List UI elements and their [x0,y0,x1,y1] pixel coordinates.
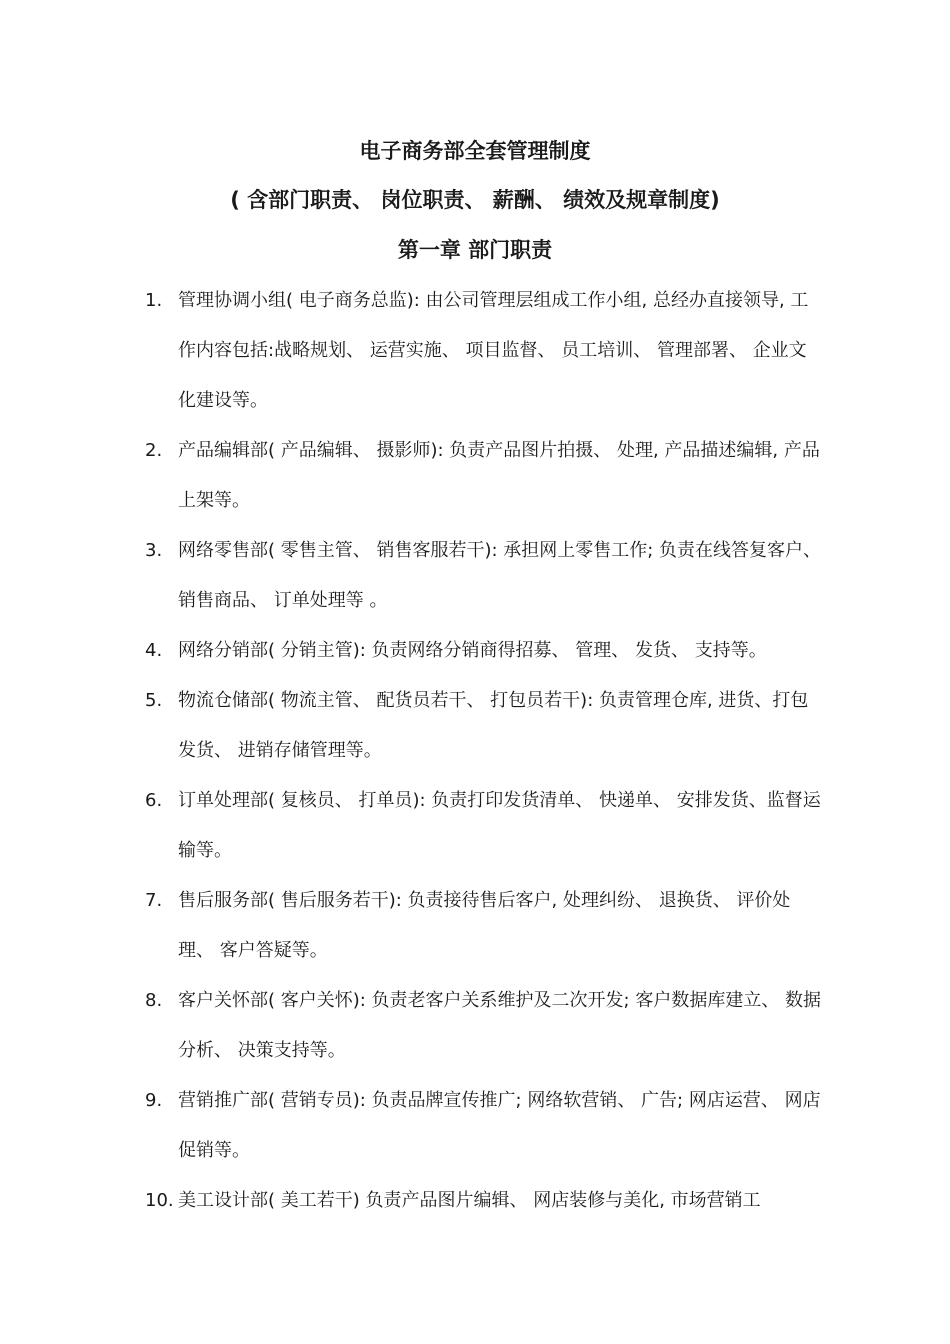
list-item [0,626,950,676]
list-item-number: 7. [145,890,163,911]
list-item-text: 美工设计部( 美工若干) 负责产品图片编辑、 网店装修与美化, 市场营销工 [178,1190,761,1211]
list-item-text: 网络零售部( 零售主管、 销售客服若干): 承担网上零售工作; 负责在线答复客户、 销售商品、 订单处理等 。 [178,540,822,611]
list-item-number: 8. [145,990,163,1011]
list-item-text: 订单处理部( 复核员、 打单员): 负责打印发货清单、 快递单、 安排发货、监督运输等。 [178,790,821,861]
list-item-text: 营销推广部( 营销专员): 负责品牌宣传推广; 网络软营销、 广告; 网店运营、 网店促销等。 [178,1090,821,1161]
list-item-text: 售后服务部( 售后服务若干): 负责接待售后客户, 处理纠纷、 退换货、 评价处理、 客户答疑等。 [178,890,791,961]
list-item [0,426,950,526]
list-item-number: 4. [145,640,163,661]
document-subtitle: ( 含部门职责、 岗位职责、 薪酬、 绩效及规章制度) [230,188,720,212]
list-item [0,776,950,876]
list-item-text: 产品编辑部( 产品编辑、 摄影师): 负责产品图片拍摄、 处理, 产品描述编辑, 产品上架等。 [178,440,820,511]
list-item-text: 管理协调小组( 电子商务总监): 由公司管理层组成工作小组, 总经办直接领导, 工作内容包括:战略规划、 运营实施、 项目监督、 员工培训、 管理部署、 企业文化建设等。 [178,290,809,411]
list-item [0,876,950,976]
list-item-text: 物流仓储部( 物流主管、 配货员若干、 打包员若干): 负责管理仓库, 进货、打包发货、 进销存储管理等。 [178,690,809,761]
list-item-number: 10. [145,1190,174,1211]
list-item-number: 6. [145,790,163,811]
list-item [0,1176,950,1226]
list-item [0,676,950,776]
list-item [0,976,950,1076]
list-item-number: 1. [145,290,163,311]
chapter-heading: 第一章 部门职责 [397,238,553,262]
duty-list [0,276,950,1226]
list-item [0,526,950,626]
document-title: 电子商务部全套管理制度 [359,139,591,163]
list-item-number: 5. [145,690,163,711]
list-item-number: 9. [145,1090,163,1111]
list-item-text: 网络分销部( 分销主管): 负责网络分销商得招募、 管理、 发货、 支持等。 [178,640,767,661]
list-item-text: 客户关怀部( 客户关怀): 负责老客户关系维护及二次开发; 客户数据库建立、 数据分析、 决策支持等。 [178,990,822,1061]
list-item [0,1076,950,1176]
list-item-number: 3. [145,540,163,561]
list-item [0,276,950,426]
list-item-number: 2. [145,440,163,461]
